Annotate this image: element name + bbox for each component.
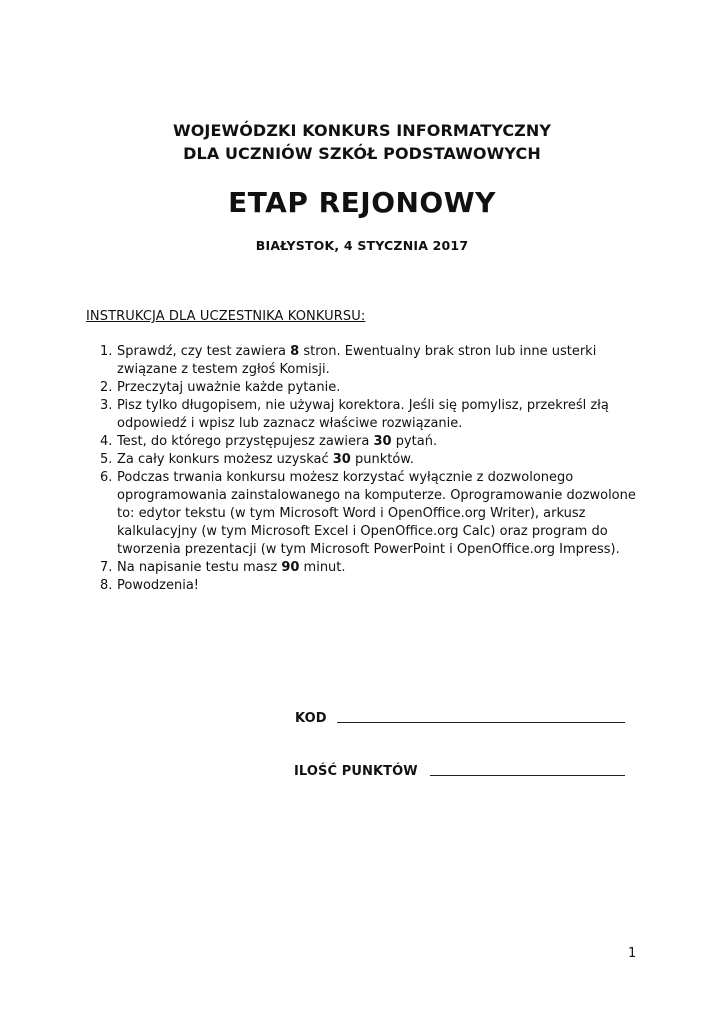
kod-fill-line[interactable] [337, 721, 625, 723]
kod-field [295, 711, 625, 726]
header-line-1: WOJEWÓDZKI KONKURS INFORMATYCZNY [172, 121, 552, 140]
list-item: 4. Test, do którego przystępujesz zawiera 30 pytań. [100, 434, 438, 449]
list-item: 8. Powodzenia! [100, 578, 200, 593]
points-label: ILOŚĆ PUNKTÓW [294, 764, 418, 779]
list-item: 2. Przeczytaj uważnie każde pytanie. [100, 380, 341, 395]
header-line-2: DLA UCZNIÓW SZKÓŁ PODSTAWOWYCH [183, 144, 541, 163]
points-field [294, 764, 625, 779]
instructions-heading: INSTRUKCJA DLA UCZESTNIKA KONKURSU: [86, 309, 366, 324]
list-item: 6. Podczas trwania konkursu możesz korzystać wyłącznie z dozwolonego oprogramowania zainstalowanego na komputerze. Oprogramowanie dozwolone to: edytor tekstu (w tym Microsoft Word i OpenOffice.org Writer), arkusz kalkulacyjny (w tym Microsoft Excel i OpenOffice.org Calc) oraz program do tworzenia prezentacji (w tym Microsoft PowerPoint i OpenOffice.org Impress). [100, 470, 636, 557]
instructions-list [86, 343, 656, 595]
page-title: ETAP REJONOWY [228, 186, 496, 219]
document-header [0, 119, 724, 165]
page-number: 1 [628, 946, 637, 961]
date-location: BIAŁYSTOK, 4 STYCZNIA 2017 [255, 238, 469, 253]
list-item: 3. Pisz tylko długopisem, nie używaj korektora. Jeśli się pomylisz, przekreśl złą odpowiedź i wpisz lub zaznacz właściwe rozwiązanie. [100, 398, 609, 431]
list-item: 7. Na napisanie testu masz 90 minut. [100, 560, 346, 575]
points-fill-line[interactable] [430, 774, 625, 776]
kod-label: KOD [295, 711, 327, 726]
list-item: 5. Za cały konkurs możesz uzyskać 30 punktów. [100, 452, 414, 467]
list-item: 1. Sprawdź, czy test zawiera 8 stron. Ewentualny brak stron lub inne usterki związane z testem zgłoś Komisji. [100, 344, 597, 377]
